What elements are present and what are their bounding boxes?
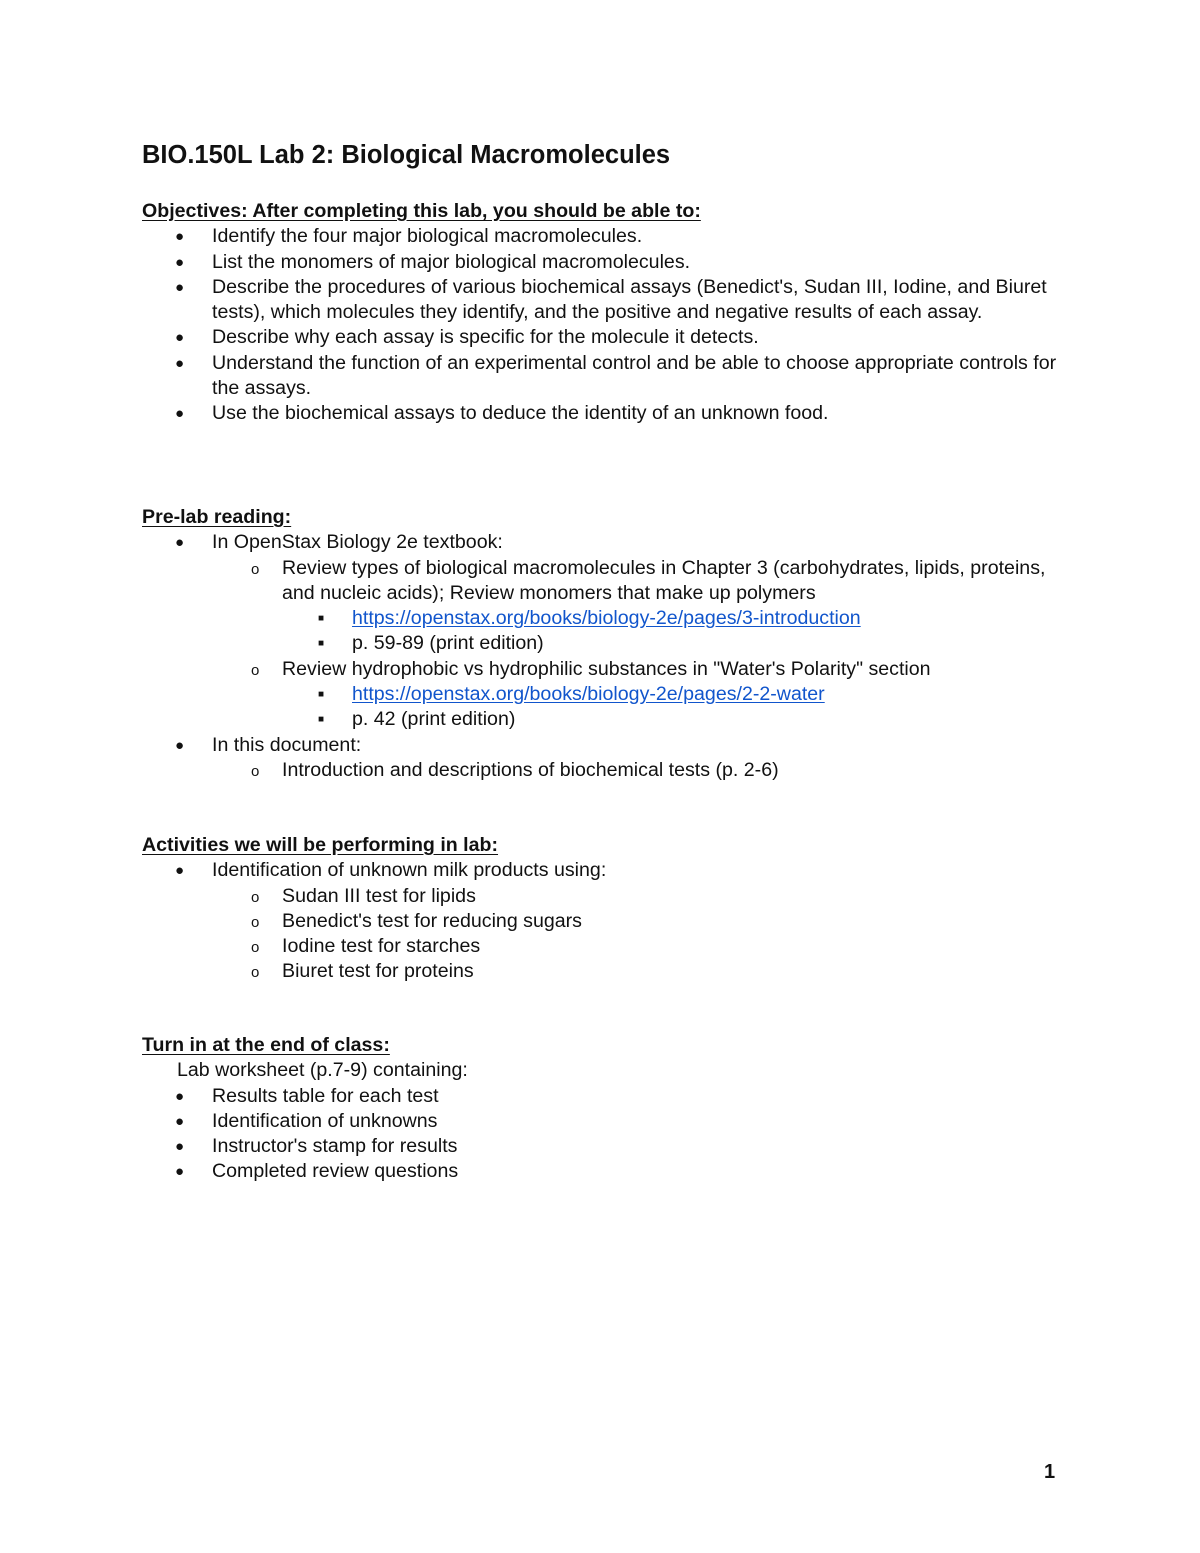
list-item: ● List the monomers of major biological macromolecules. — [142, 250, 1062, 275]
review1-sublist — [282, 606, 1062, 657]
list-item: ● Understand the function of an experimental control and be able to choose appropriate controls for the assays. — [175, 351, 1057, 400]
textbook-sublist — [212, 556, 1062, 733]
square-bullet-icon: ■ — [318, 638, 325, 650]
this-doc-sublist — [212, 758, 1062, 783]
prelab-list — [142, 530, 1062, 783]
document-title: BIO.150L Lab 2: Biological Macromolecules — [142, 141, 671, 169]
bullet-icon: ● — [175, 534, 185, 552]
turnin-heading: Turn in at the end of class: — [142, 1034, 390, 1056]
water-section-link[interactable]: https://openstax.org/books/biology-2e/pages/2-2-water — [352, 683, 825, 706]
bullet-icon: ● — [175, 253, 185, 271]
prelab-heading: Pre-lab reading: — [142, 506, 292, 528]
square-bullet-icon: ■ — [318, 714, 325, 726]
page-number: 1 — [1044, 1461, 1056, 1483]
activities-list — [142, 858, 1062, 984]
activities-section — [142, 833, 1062, 985]
list-item: o Biuret test for proteins — [212, 959, 1062, 984]
circle-bullet-icon: o — [251, 888, 260, 906]
list-item: ● Describe why each assay is specific for the molecule it detects. — [142, 325, 1062, 350]
bullet-icon: ● — [175, 1087, 185, 1105]
circle-bullet-icon: o — [251, 964, 260, 982]
list-item: ● Instructor's stamp for results — [142, 1134, 1062, 1159]
activities-heading: Activities we will be performing in lab: — [142, 834, 499, 856]
list-item: o Sudan III test for lipids — [212, 884, 1062, 909]
square-bullet-icon: ■ — [318, 613, 325, 625]
chapter3-link[interactable]: https://openstax.org/books/biology-2e/pages/3-introduction — [352, 607, 861, 630]
bullet-icon: ● — [175, 405, 185, 423]
list-item: ● Results table for each test — [142, 1084, 1062, 1109]
list-item: o Review types of biological macromolecules in Chapter 3 (carbohydrates, lipids, proteins, and nucleic acids); Review monomers that make up polymers ■ https://openstax.org/books/biology-2e/pages/3-introduction ■ p. 59-89 (print edition) — [212, 556, 1062, 657]
bullet-icon: ● — [175, 354, 185, 372]
list-item: ■ p. 42 (print edition) — [282, 707, 1062, 732]
list-item: ● In OpenStax Biology 2e textbook: o Review types of biological macromolecules in Chapter 3 (carbohydrates, lipids, proteins, and nucleic acids); Review monomers that make up polymers ■ https://openstax.org/books/biology-2e/pages/3-introduction ■ p. 59-89 (print edition) o Review hydrophobic vs hydrophilic substances in "Water's Polarity" section ■ https://openstax.org/books/biology-2e/pages/2-2-water ■ p. 42 (print edition) — [142, 530, 1062, 732]
list-item: o Benedict's test for reducing sugars — [212, 909, 1062, 934]
list-item: ● In this document: o Introduction and descriptions of biochemical tests (p. 2-6) — [142, 733, 1062, 784]
bullet-icon: ● — [175, 1163, 185, 1181]
circle-bullet-icon: o — [251, 560, 260, 578]
circle-bullet-icon: o — [251, 661, 260, 679]
review2-sublist — [282, 682, 1062, 733]
turnin-intro: Lab worksheet (p.7-9) containing: — [177, 1059, 468, 1082]
objectives-list — [142, 224, 1062, 426]
circle-bullet-icon: o — [251, 913, 260, 931]
bullet-icon: ● — [175, 1138, 185, 1156]
list-item: o Review hydrophobic vs hydrophilic substances in "Water's Polarity" section ■ https://openstax.org/books/biology-2e/pages/2-2-water ■ p. 42 (print edition) — [212, 657, 1062, 733]
list-item: ● Identify the four major biological macromolecules. — [142, 224, 1062, 249]
list-item — [282, 682, 1062, 707]
bullet-icon: ● — [175, 278, 185, 296]
list-item: o Introduction and descriptions of biochemical tests (p. 2-6) — [212, 758, 1062, 783]
bullet-icon: ● — [175, 329, 185, 347]
bullet-icon: ● — [175, 862, 185, 880]
list-item: ● Describe the procedures of various biochemical assays (Benedict's, Sudan III, Iodine, and Biuret tests), which molecules they identify, and the positive and negative results of each assay. — [175, 275, 1047, 324]
bullet-icon: ● — [175, 736, 185, 754]
circle-bullet-icon: o — [251, 939, 260, 957]
list-item: ● Identification of unknown milk products using: o Sudan III test for lipids o Benedict's test for reducing sugars o Iodine test for starches o Biuret test for proteins — [142, 858, 1062, 984]
list-item — [282, 606, 1062, 631]
bullet-icon: ● — [175, 1112, 185, 1130]
square-bullet-icon: ■ — [318, 689, 325, 701]
tests-sublist — [212, 884, 1062, 985]
objectives-heading: Objectives: After completing this lab, you should be able to: — [142, 200, 701, 222]
list-item: ● Use the biochemical assays to deduce the identity of an unknown food. — [142, 401, 1062, 426]
list-item: ● Identification of unknowns — [142, 1109, 1062, 1134]
turnin-list — [142, 1084, 1062, 1185]
bullet-icon: ● — [175, 228, 185, 246]
list-item: ■ p. 59-89 (print edition) — [282, 631, 1062, 656]
list-item: o Iodine test for starches — [212, 934, 1062, 959]
list-item: ● Completed review questions — [142, 1159, 1062, 1184]
objectives-section — [142, 199, 1062, 427]
prelab-section — [142, 505, 1062, 783]
turnin-section — [142, 1033, 1062, 1185]
circle-bullet-icon: o — [251, 762, 260, 780]
